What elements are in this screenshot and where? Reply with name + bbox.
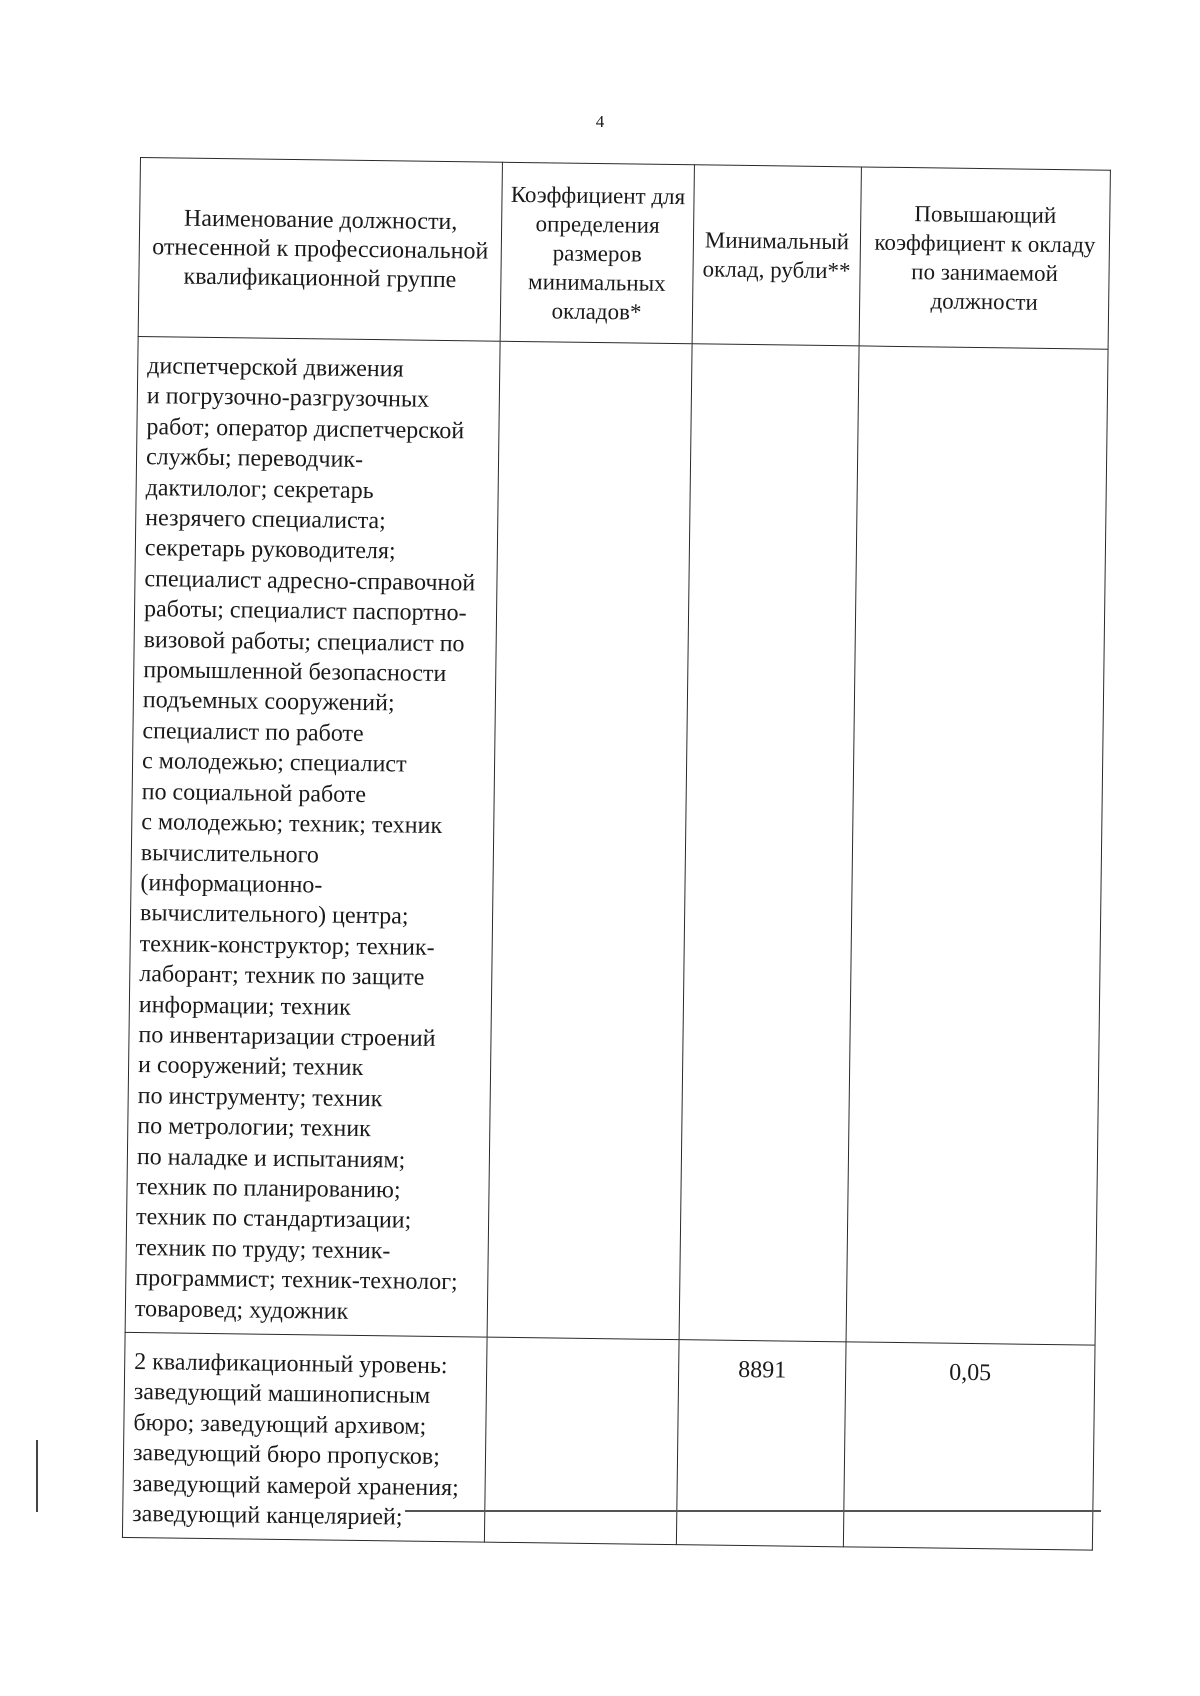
min-salary-cell: 8891 [676, 1340, 846, 1548]
description-line: подъемных сооружений; [142, 687, 395, 717]
description-line: по инструменту; техник [137, 1082, 383, 1113]
description-line: 2 квалификационный уровень: [134, 1349, 448, 1380]
description-line: промышленной безопасности [143, 657, 447, 688]
raising-coefficient-cell: 0,05 [843, 1342, 1095, 1551]
description-line: техник по труду; техник- [135, 1234, 391, 1265]
description-line: вычислительного [140, 839, 320, 868]
scan-edge-mark [36, 1440, 38, 1512]
description-line: незрячего специалиста; [145, 505, 386, 535]
description-line: (информационно- [140, 869, 323, 899]
header-raising-coefficient: Повышающий коэффициент к окладу по занимаемой должности [859, 167, 1110, 349]
table-header-row [138, 158, 1110, 350]
description-line: техник по стандартизации; [135, 1204, 412, 1235]
description-line: техник по планированию; [136, 1174, 401, 1204]
description-line: заведующий канцелярией; [132, 1501, 403, 1531]
description-line: с молодежью; техник; техник [141, 809, 443, 840]
description-line: заведующий камерой хранения; [132, 1470, 459, 1501]
description-line: специалист адресно-справочной [144, 565, 476, 597]
description-line: дактилолог; секретарь [145, 474, 374, 504]
description-line: визовой работы; специалист по [143, 626, 465, 657]
description-line: с молодежью; специалист [141, 748, 407, 778]
description-line: заведующий машинописным [133, 1379, 431, 1410]
header-min-salary: Минимальный оклад, рубли** [692, 165, 861, 346]
description-line: по наладке и испытаниям; [136, 1143, 406, 1174]
raising-coefficient-cell [846, 346, 1108, 1345]
salary-table [122, 157, 1111, 1551]
description-line: по инвентаризации строений [138, 1021, 436, 1052]
description-line: информации; техник [138, 991, 351, 1021]
table-body [122, 336, 1108, 1550]
description-line: программист; техник-технолог; [135, 1265, 458, 1296]
description-line: диспетчерской движения [147, 353, 404, 383]
description-line: товаровед; художник [134, 1295, 349, 1325]
description-line: специалист по работе [142, 717, 364, 747]
description-line: по метрологии; техник [137, 1113, 371, 1143]
description-line: заведующий бюро пропусков; [132, 1440, 441, 1471]
page-number: 4 [595, 112, 605, 131]
description-line: и погрузочно-разгрузочных [146, 383, 430, 414]
description-line: службы; переводчик- [145, 444, 364, 474]
scan-edge-mark [405, 1510, 1101, 1512]
coefficient-cell [484, 1337, 679, 1545]
description-line: и сооружений; техник [137, 1052, 364, 1082]
description-line: лаборант; техник по защите [139, 961, 425, 991]
description-line: работ; оператор диспетчерской [146, 413, 465, 445]
coefficient-cell [487, 341, 692, 1339]
position-description-cell [125, 336, 500, 1337]
header-position-name: Наименование должности, отнесенной к профессиональной квалификационной группе [138, 158, 502, 342]
description-line: вычислительного) центра; [139, 900, 409, 930]
header-coefficient: Коэффициент для определения размеров минимальных окладов* [500, 162, 694, 343]
table-row [125, 336, 1108, 1345]
description-line: секретарь руководителя; [144, 535, 396, 565]
description-line: техник-конструктор; техник- [139, 930, 435, 961]
description-line: по социальной работе [141, 778, 367, 808]
description-line: бюро; заведующий архивом; [133, 1409, 427, 1440]
table-row [122, 1332, 1095, 1550]
description-line: работы; специалист паспортно- [143, 596, 467, 627]
min-salary-cell [679, 344, 859, 1342]
